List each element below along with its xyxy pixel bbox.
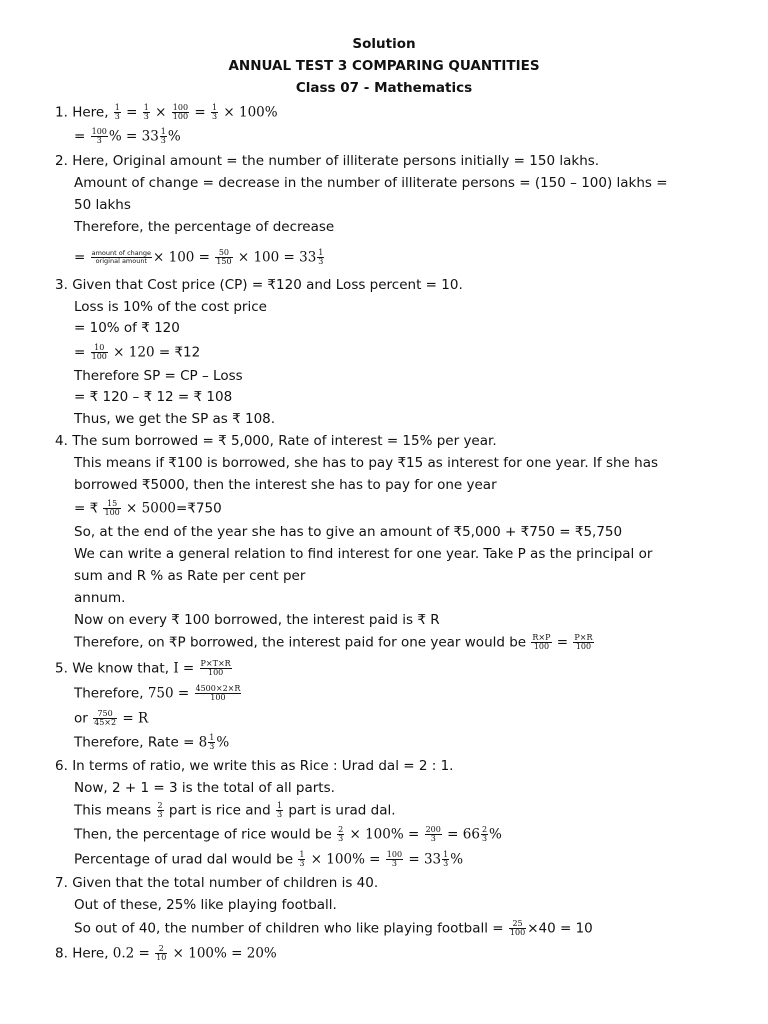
q2-line-1: 2. Here, Original amount = the number of illiterate persons initially = 150 lakhs. — [55, 153, 600, 169]
q6-line-4: Then, the percentage of rice would be $\frac{2}{3}$ × 100% = $\frac{200}{3}$ = 66 $\frac{2}{3}$ % — [74, 825, 502, 843]
q5-line-4: Therefore, Rate = 8 $\frac{1}{3}$ % — [74, 733, 230, 751]
q6-line-2: Now, 2 + 1 = 3 is the total of all parts. — [74, 780, 335, 796]
q5-line-3: or $\frac{750}{45\times 2}$ = R — [74, 709, 149, 727]
q3-line-5: Therefore SP = CP – Loss — [74, 368, 243, 384]
q4-line-6: We can write a general relation to find interest for one year. Take P as the principal or — [74, 546, 653, 562]
q4-line-2: This means if ₹100 is borrowed, she has to pay ₹15 as interest for one year. If she has — [74, 455, 659, 471]
q4-line-3: borrowed ₹5000, then the interest she has to pay for one year — [74, 477, 497, 493]
q3-line-6: = ₹ 120 – ₹ 12 = ₹ 108 — [74, 389, 233, 405]
q3-line-4: = $\frac{10}{100}$ × 120 = ₹12 — [74, 343, 201, 361]
q4-line-7: sum and R % as Rate per cent per — [74, 568, 306, 584]
q1-line-1: 1. Here, $\frac{1}{3}$ = $\frac{1}{3}$ × $\frac{100}{100}$ = $\frac{1}{3}$ × 100% — [55, 103, 278, 121]
q3-line-3: = 10% of ₹ 120 — [74, 320, 180, 336]
q4-line-8: annum. — [74, 590, 126, 606]
q4-line-4: = ₹ $\frac{15}{100}$ × 5000=₹750 — [74, 499, 222, 517]
q6-line-1: 6. In terms of ratio, we write this as Rice : Urad dal = 2 : 1. — [55, 758, 454, 774]
q5-line-2: Therefore, 750 = $\frac{4500\times 2\times R}{100}$ — [74, 684, 241, 702]
q2-formula: = amount of change original amount × 100 = $\frac{50}{150}$ × 100 = 33 $\frac{1}{3}$ — [74, 248, 324, 266]
q3-line-1: 3. Given that Cost price (CP) = ₹120 and Loss percent = 10. — [55, 277, 463, 293]
q1-line-2: = $\frac{100}{3}$ % = 33 $\frac{1}{3}$ % — [74, 127, 181, 145]
q6-line-5: Percentage of urad dal would be $\frac{1}{3}$ × 100% = $\frac{100}{3}$ = 33 $\frac{1}{3}$ % — [74, 850, 464, 868]
q4-line-10: Therefore, on ₹P borrowed, the interest paid for one year would be $\frac{R\times P}{100}$ = $\frac{P\times R}{100}$ — [74, 633, 593, 651]
class-subtitle: Class 07 - Mathematics — [295, 80, 473, 96]
test-title: ANNUAL TEST 3 COMPARING QUANTITIES — [228, 58, 540, 74]
q3-line-2: Loss is 10% of the cost price — [74, 299, 267, 315]
q5-line-1: 5. We know that, I = $\frac{P\times T\times R}{100}$ — [55, 659, 231, 677]
q2-line-3: 50 lakhs — [74, 197, 131, 213]
q2-line-2: Amount of change = decrease in the number of illiterate persons = (150 – 100) lakhs = — [74, 175, 668, 191]
q7-line-1: 7. Given that the total number of children is 40. — [55, 875, 379, 891]
q4-line-9: Now on every ₹ 100 borrowed, the interest paid is ₹ R — [74, 612, 440, 628]
q7-line-3: So out of 40, the number of children who like playing football = $\frac{25}{100}$ ×40 = 10 — [74, 919, 593, 937]
q2-line-4: Therefore, the percentage of decrease — [74, 219, 335, 235]
q4-line-5: So, at the end of the year she has to give an amount of ₹5,000 + ₹750 = ₹5,750 — [74, 524, 623, 540]
q7-line-2: Out of these, 25% like playing football. — [74, 897, 337, 913]
q4-line-1: 4. The sum borrowed = ₹ 5,000, Rate of interest = 15% per year. — [55, 433, 497, 449]
q3-line-7: Thus, we get the SP as ₹ 108. — [74, 411, 276, 427]
solution-heading: Solution — [352, 36, 416, 52]
q8-line-1: 8. Here, 0.2 = $\frac{2}{10}$ × 100% = 20% — [55, 944, 277, 962]
q6-line-3: This means $\frac{2}{3}$ part is rice and $\frac{1}{3}$ part is urad dal. — [74, 801, 396, 819]
